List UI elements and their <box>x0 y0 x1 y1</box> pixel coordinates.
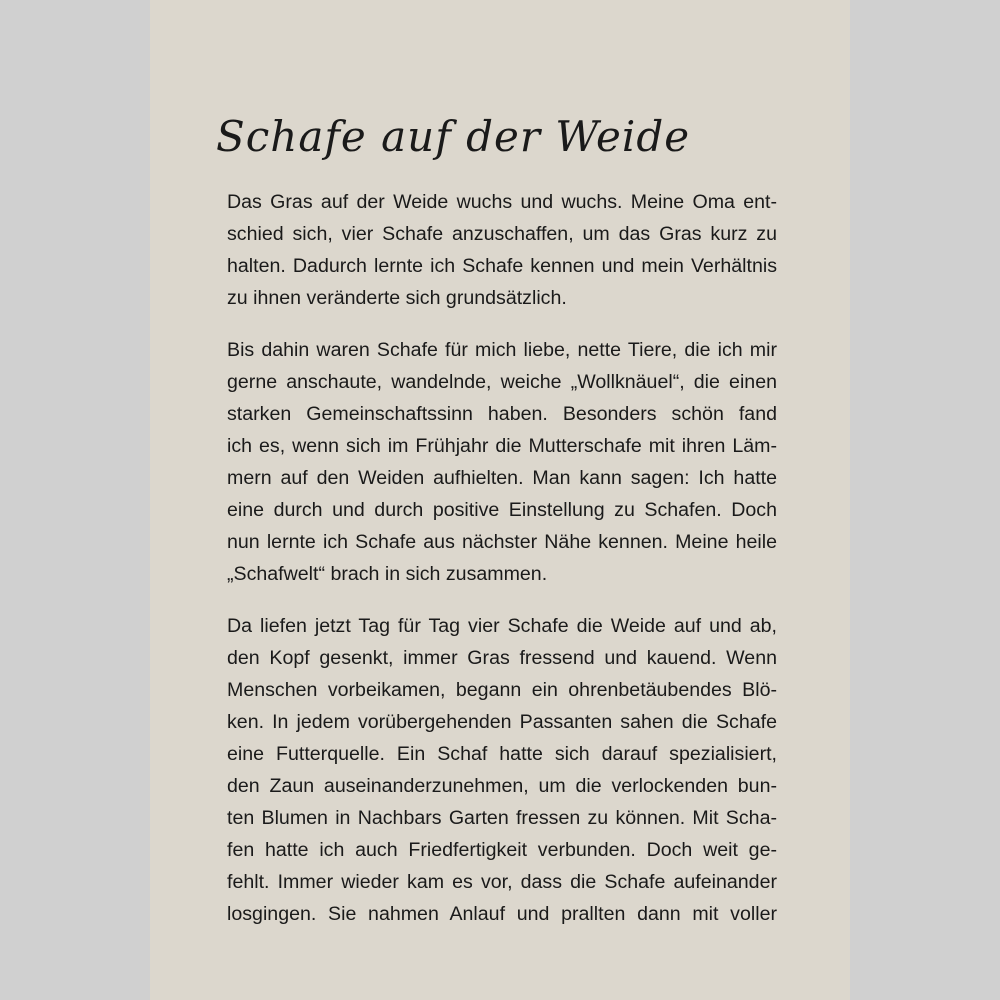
text-line: Menschen vorbeikamen, begann ein ohrenbetäubendes Blö- <box>227 679 777 701</box>
text-line: ten Blumen in Nachbars Garten fressen zu können. Mit Scha- <box>227 807 777 829</box>
text-line: zu ihnen veränderte sich grundsätzlich. <box>227 287 567 309</box>
paragraph-1 <box>227 186 777 314</box>
text-line: mern auf den Weiden aufhielten. Man kann sagen: Ich hatte <box>227 467 777 489</box>
text-line: halten. Dadurch lernte ich Schafe kennen und mein Verhältnis <box>227 255 777 277</box>
text-line: nun lernte ich Schafe aus nächster Nähe kennen. Meine heile <box>227 531 777 553</box>
text-line: Da liefen jetzt Tag für Tag vier Schafe die Weide auf und ab, <box>227 615 777 637</box>
text-line: losgingen. Sie nahmen Anlauf und prallten dann mit voller <box>227 903 777 925</box>
text-line: schied sich, vier Schafe anzuschaffen, um das Gras kurz zu <box>227 223 777 245</box>
text-line: „Schafwelt“ brach in sich zusammen. <box>227 563 548 585</box>
text-line: ich es, wenn sich im Frühjahr die Mutterschafe mit ihren Läm- <box>227 435 777 457</box>
chapter-title: Schafe auf der Weide <box>216 112 691 161</box>
paragraph-3 <box>227 610 777 930</box>
text-line: den Kopf gesenkt, immer Gras fressend und kauend. Wenn <box>227 647 777 669</box>
text-line: den Zaun auseinanderzunehmen, um die verlockenden bun- <box>227 775 777 797</box>
text-line: Bis dahin waren Schafe für mich liebe, nette Tiere, die ich mir <box>227 339 777 361</box>
paragraph-2 <box>227 334 777 590</box>
book-page <box>150 0 850 1000</box>
text-line: eine Futterquelle. Ein Schaf hatte sich darauf spezialisiert, <box>227 743 777 765</box>
text-line: fehlt. Immer wieder kam es vor, dass die Schafe aufeinander <box>227 871 777 893</box>
text-line: Das Gras auf der Weide wuchs und wuchs. Meine Oma ent- <box>227 191 777 213</box>
text-line: ken. In jedem vorübergehenden Passanten sahen die Schafe <box>227 711 777 733</box>
text-line: eine durch und durch positive Einstellung zu Schafen. Doch <box>227 499 777 521</box>
text-line: starken Gemeinschaftssinn haben. Besonders schön fand <box>227 403 777 425</box>
text-line: fen hatte ich auch Friedfertigkeit verbunden. Doch weit ge- <box>227 839 777 861</box>
body-text <box>227 186 777 950</box>
text-line: gerne anschaute, wandelnde, weiche „Wollknäuel“, die einen <box>227 371 777 393</box>
